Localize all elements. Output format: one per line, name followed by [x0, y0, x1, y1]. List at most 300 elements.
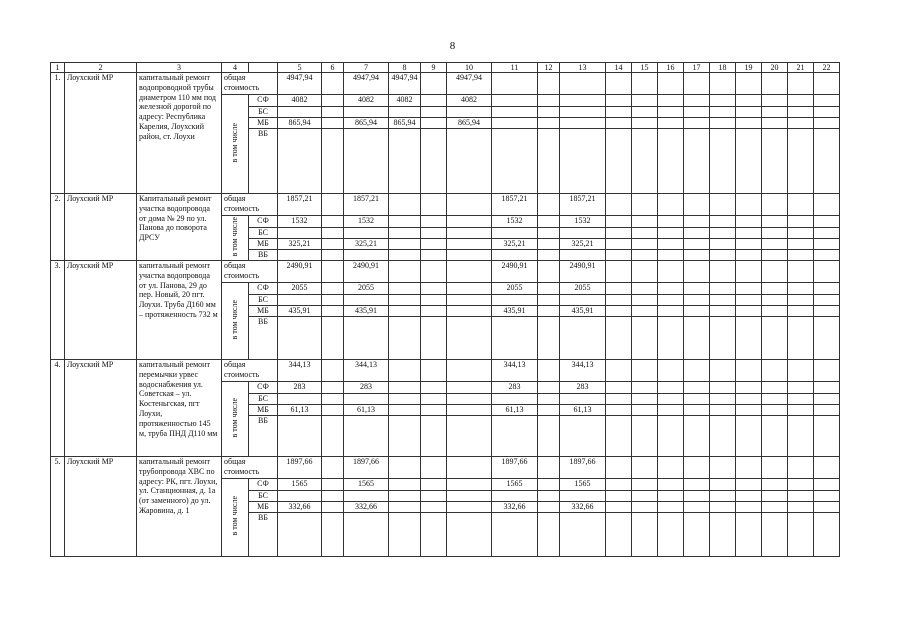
value-cell: 1532 [560, 216, 606, 228]
funding-source-label: БС [249, 295, 278, 306]
value-cell [421, 250, 447, 261]
value-cell [278, 295, 322, 306]
value-cell [710, 239, 736, 250]
funding-source-label: ВБ [249, 317, 278, 360]
row-number: 5. [51, 457, 65, 557]
value-cell [278, 317, 322, 360]
value-cell [421, 416, 447, 457]
value-cell [658, 491, 684, 502]
value-cell [684, 261, 710, 283]
value-cell [788, 295, 814, 306]
value-cell [606, 283, 632, 295]
value-cell [492, 394, 538, 405]
value-cell [606, 306, 632, 317]
value-cell [606, 394, 632, 405]
value-cell [788, 394, 814, 405]
value-cell [538, 73, 560, 95]
value-cell [322, 502, 344, 513]
header-row [51, 63, 840, 73]
value-cell: 325,21 [278, 239, 322, 250]
value-cell [658, 73, 684, 95]
value-cell [322, 416, 344, 457]
value-cell [788, 360, 814, 382]
value-cell: 435,91 [492, 306, 538, 317]
value-cell [814, 317, 840, 360]
value-cell [447, 317, 492, 360]
value-cell [492, 73, 538, 95]
value-cell [492, 416, 538, 457]
value-cell [606, 228, 632, 239]
value-cell [606, 95, 632, 107]
value-cell [322, 118, 344, 129]
funding-source-label: БС [249, 491, 278, 502]
value-cell [762, 129, 788, 194]
table-row [51, 261, 840, 283]
row-number: 2. [51, 194, 65, 261]
value-cell: 61,13 [278, 405, 322, 416]
value-cell [762, 306, 788, 317]
value-cell [762, 228, 788, 239]
value-cell [538, 295, 560, 306]
value-cell [344, 416, 389, 457]
value-cell [632, 239, 658, 250]
funding-source-label: СФ [249, 479, 278, 491]
total-cost-label: общая стоимость [222, 457, 278, 479]
value-cell [492, 250, 538, 261]
value-cell: 344,13 [344, 360, 389, 382]
value-cell [560, 95, 606, 107]
value-cell [344, 513, 389, 557]
value-cell [389, 416, 421, 457]
value-cell [814, 502, 840, 513]
value-cell [421, 239, 447, 250]
including-label-cell [222, 479, 249, 557]
value-cell [658, 457, 684, 479]
value-cell [632, 228, 658, 239]
value-cell: 435,91 [560, 306, 606, 317]
row-number: 3. [51, 261, 65, 360]
value-cell [710, 394, 736, 405]
value-cell [538, 261, 560, 283]
value-cell [322, 228, 344, 239]
value-cell [421, 405, 447, 416]
value-cell [814, 360, 840, 382]
value-cell [322, 194, 344, 216]
value-cell [606, 216, 632, 228]
value-cell [389, 502, 421, 513]
value-cell [322, 250, 344, 261]
column-header: 21 [788, 63, 814, 73]
value-cell [632, 317, 658, 360]
value-cell [814, 73, 840, 95]
value-cell [762, 194, 788, 216]
value-cell [447, 239, 492, 250]
value-cell [762, 405, 788, 416]
funding-source-label: МБ [249, 405, 278, 416]
row-description: капитальный ремонт водопроводной трубы диаметром 110 мм под железной дорогой по адресу: Республика Карелия, Лоухский район, ст. Лоухи [137, 73, 222, 194]
value-cell [632, 405, 658, 416]
value-cell [606, 239, 632, 250]
value-cell [322, 283, 344, 295]
value-cell [788, 283, 814, 295]
value-cell [658, 513, 684, 557]
value-cell [788, 95, 814, 107]
value-cell: 325,21 [492, 239, 538, 250]
value-cell [684, 502, 710, 513]
value-cell [606, 382, 632, 394]
value-cell [710, 216, 736, 228]
value-cell [632, 295, 658, 306]
value-cell [492, 129, 538, 194]
value-cell [538, 360, 560, 382]
value-cell [788, 107, 814, 118]
value-cell [788, 129, 814, 194]
value-cell [344, 317, 389, 360]
value-cell [389, 261, 421, 283]
column-header: 6 [322, 63, 344, 73]
value-cell [710, 360, 736, 382]
value-cell [538, 95, 560, 107]
value-cell [736, 216, 762, 228]
value-cell [538, 239, 560, 250]
value-cell [788, 513, 814, 557]
value-cell [322, 95, 344, 107]
value-cell [632, 394, 658, 405]
value-cell [606, 118, 632, 129]
value-cell [762, 118, 788, 129]
value-cell [788, 228, 814, 239]
value-cell [762, 95, 788, 107]
value-cell [560, 416, 606, 457]
value-cell [684, 107, 710, 118]
value-cell [684, 129, 710, 194]
value-cell: 1565 [344, 479, 389, 491]
value-cell: 865,94 [447, 118, 492, 129]
value-cell [658, 95, 684, 107]
value-cell [788, 239, 814, 250]
total-cost-label: общая стоимость [222, 194, 278, 216]
value-cell [421, 513, 447, 557]
value-cell [658, 283, 684, 295]
value-cell [684, 118, 710, 129]
value-cell [447, 416, 492, 457]
value-cell [421, 295, 447, 306]
column-header: 7 [344, 63, 389, 73]
value-cell [606, 502, 632, 513]
including-label-cell [222, 95, 249, 194]
funding-source-label: ВБ [249, 250, 278, 261]
value-cell [278, 107, 322, 118]
value-cell [736, 317, 762, 360]
value-cell [788, 118, 814, 129]
value-cell: 1857,21 [560, 194, 606, 216]
value-cell [632, 382, 658, 394]
value-cell [788, 491, 814, 502]
including-label-cell [222, 382, 249, 457]
value-cell: 332,66 [344, 502, 389, 513]
value-cell [492, 95, 538, 107]
value-cell [710, 73, 736, 95]
value-cell [658, 360, 684, 382]
row-number: 4. [51, 360, 65, 457]
value-cell [710, 107, 736, 118]
value-cell [658, 382, 684, 394]
value-cell [389, 283, 421, 295]
column-header: 1 [51, 63, 65, 73]
funding-source-label: МБ [249, 306, 278, 317]
value-cell [736, 118, 762, 129]
value-cell: 283 [278, 382, 322, 394]
value-cell: 2055 [344, 283, 389, 295]
value-cell [632, 261, 658, 283]
value-cell [447, 513, 492, 557]
value-cell [762, 261, 788, 283]
value-cell [492, 295, 538, 306]
value-cell [538, 228, 560, 239]
value-cell [492, 107, 538, 118]
including-label: в том числе [230, 397, 239, 438]
value-cell [684, 216, 710, 228]
value-cell [447, 405, 492, 416]
value-cell [710, 457, 736, 479]
total-cost-label: общая стоимость [222, 261, 278, 283]
funding-source-label: БС [249, 394, 278, 405]
value-cell [814, 306, 840, 317]
value-cell [538, 405, 560, 416]
value-cell [736, 513, 762, 557]
value-cell [632, 129, 658, 194]
value-cell [684, 382, 710, 394]
total-cost-label: общая стоимость [222, 360, 278, 382]
value-cell [538, 394, 560, 405]
table-row [51, 457, 840, 479]
value-cell [710, 405, 736, 416]
value-cell [606, 261, 632, 283]
value-cell [389, 129, 421, 194]
value-cell [736, 306, 762, 317]
value-cell [658, 306, 684, 317]
value-cell: 325,21 [344, 239, 389, 250]
value-cell [322, 129, 344, 194]
value-cell [736, 416, 762, 457]
value-cell [710, 194, 736, 216]
column-header: 8 [389, 63, 421, 73]
value-cell: 2490,91 [344, 261, 389, 283]
value-cell: 4082 [447, 95, 492, 107]
row-description: Капитальный ремонт участка водопровода от дома № 29 по ул. Панова до поворота ДРСУ [137, 194, 222, 261]
value-cell [788, 405, 814, 416]
funding-source-label: ВБ [249, 513, 278, 557]
value-cell [538, 216, 560, 228]
value-cell [606, 405, 632, 416]
value-cell [684, 295, 710, 306]
value-cell: 4947,94 [278, 73, 322, 95]
value-cell [538, 502, 560, 513]
value-cell [814, 479, 840, 491]
funding-source-label: СФ [249, 95, 278, 107]
value-cell: 4947,94 [447, 73, 492, 95]
value-cell: 1565 [560, 479, 606, 491]
value-cell [736, 283, 762, 295]
value-cell [814, 261, 840, 283]
value-cell [322, 394, 344, 405]
value-cell [538, 306, 560, 317]
value-cell [710, 382, 736, 394]
value-cell [421, 216, 447, 228]
value-cell [762, 360, 788, 382]
value-cell [684, 317, 710, 360]
value-cell [447, 250, 492, 261]
value-cell [814, 405, 840, 416]
value-cell [538, 118, 560, 129]
value-cell: 2490,91 [492, 261, 538, 283]
value-cell [492, 317, 538, 360]
value-cell: 1897,66 [278, 457, 322, 479]
value-cell [389, 360, 421, 382]
value-cell [560, 491, 606, 502]
value-cell [814, 194, 840, 216]
value-cell [278, 250, 322, 261]
funding-source-label: МБ [249, 502, 278, 513]
value-cell: 61,13 [492, 405, 538, 416]
value-cell [560, 73, 606, 95]
value-cell [389, 394, 421, 405]
row-description: капитальный ремонт участка водопровода от ул. Панова, 29 до пер. Новый, 20 пгт. Лоухи. Труба Д160 мм – протяженность 732 м [137, 261, 222, 360]
value-cell [389, 513, 421, 557]
value-cell [736, 491, 762, 502]
value-cell [658, 295, 684, 306]
value-cell [710, 118, 736, 129]
value-cell [658, 416, 684, 457]
value-cell [710, 416, 736, 457]
value-cell [447, 502, 492, 513]
value-cell: 4082 [278, 95, 322, 107]
value-cell [632, 283, 658, 295]
value-cell [736, 239, 762, 250]
value-cell [344, 129, 389, 194]
value-cell [322, 295, 344, 306]
funding-source-label: МБ [249, 118, 278, 129]
value-cell: 1897,66 [492, 457, 538, 479]
value-cell [389, 194, 421, 216]
value-cell [658, 129, 684, 194]
value-cell [814, 513, 840, 557]
column-header: 14 [606, 63, 632, 73]
value-cell [560, 513, 606, 557]
value-cell [736, 382, 762, 394]
value-cell [658, 228, 684, 239]
value-cell [788, 502, 814, 513]
value-cell: 865,94 [389, 118, 421, 129]
value-cell [447, 283, 492, 295]
value-cell [447, 306, 492, 317]
value-cell: 1532 [492, 216, 538, 228]
value-cell [421, 491, 447, 502]
value-cell: 2055 [278, 283, 322, 295]
value-cell [421, 194, 447, 216]
column-header: 13 [560, 63, 606, 73]
value-cell [658, 250, 684, 261]
value-cell [736, 360, 762, 382]
value-cell [389, 405, 421, 416]
value-cell [606, 513, 632, 557]
value-cell [421, 129, 447, 194]
value-cell [278, 491, 322, 502]
value-cell [814, 129, 840, 194]
value-cell [606, 295, 632, 306]
value-cell [814, 216, 840, 228]
value-cell [389, 479, 421, 491]
column-header: 10 [447, 63, 492, 73]
including-label-cell [222, 283, 249, 360]
value-cell [389, 317, 421, 360]
value-cell [421, 107, 447, 118]
value-cell: 344,13 [560, 360, 606, 382]
value-cell: 325,21 [560, 239, 606, 250]
value-cell [389, 239, 421, 250]
table-row [51, 73, 840, 95]
value-cell [606, 107, 632, 118]
value-cell [606, 457, 632, 479]
value-cell [447, 228, 492, 239]
value-cell [632, 250, 658, 261]
value-cell [658, 502, 684, 513]
value-cell [788, 194, 814, 216]
funding-source-label: МБ [249, 239, 278, 250]
value-cell [538, 129, 560, 194]
value-cell [814, 107, 840, 118]
value-cell [632, 479, 658, 491]
value-cell [322, 382, 344, 394]
value-cell: 4082 [344, 95, 389, 107]
value-cell [658, 261, 684, 283]
value-cell [560, 250, 606, 261]
column-header: 9 [421, 63, 447, 73]
value-cell [684, 306, 710, 317]
row-organization: Лоухский МР [65, 194, 137, 261]
column-header: 18 [710, 63, 736, 73]
value-cell [762, 491, 788, 502]
column-header: 19 [736, 63, 762, 73]
value-cell [447, 216, 492, 228]
value-cell [632, 491, 658, 502]
row-organization: Лоухский МР [65, 73, 137, 194]
main-table [50, 62, 840, 557]
value-cell [762, 283, 788, 295]
value-cell [762, 382, 788, 394]
value-cell [344, 295, 389, 306]
value-cell [762, 394, 788, 405]
value-cell [538, 283, 560, 295]
value-cell [389, 250, 421, 261]
value-cell: 332,66 [560, 502, 606, 513]
total-cost-label: общая стоимость [222, 73, 278, 95]
value-cell [538, 416, 560, 457]
value-cell [344, 107, 389, 118]
value-cell [658, 107, 684, 118]
value-cell [538, 317, 560, 360]
column-header [249, 63, 278, 73]
value-cell [421, 228, 447, 239]
value-cell [322, 261, 344, 283]
value-cell: 61,13 [344, 405, 389, 416]
value-cell [710, 513, 736, 557]
value-cell [560, 317, 606, 360]
value-cell [560, 118, 606, 129]
value-cell [389, 216, 421, 228]
column-header: 22 [814, 63, 840, 73]
value-cell: 283 [492, 382, 538, 394]
